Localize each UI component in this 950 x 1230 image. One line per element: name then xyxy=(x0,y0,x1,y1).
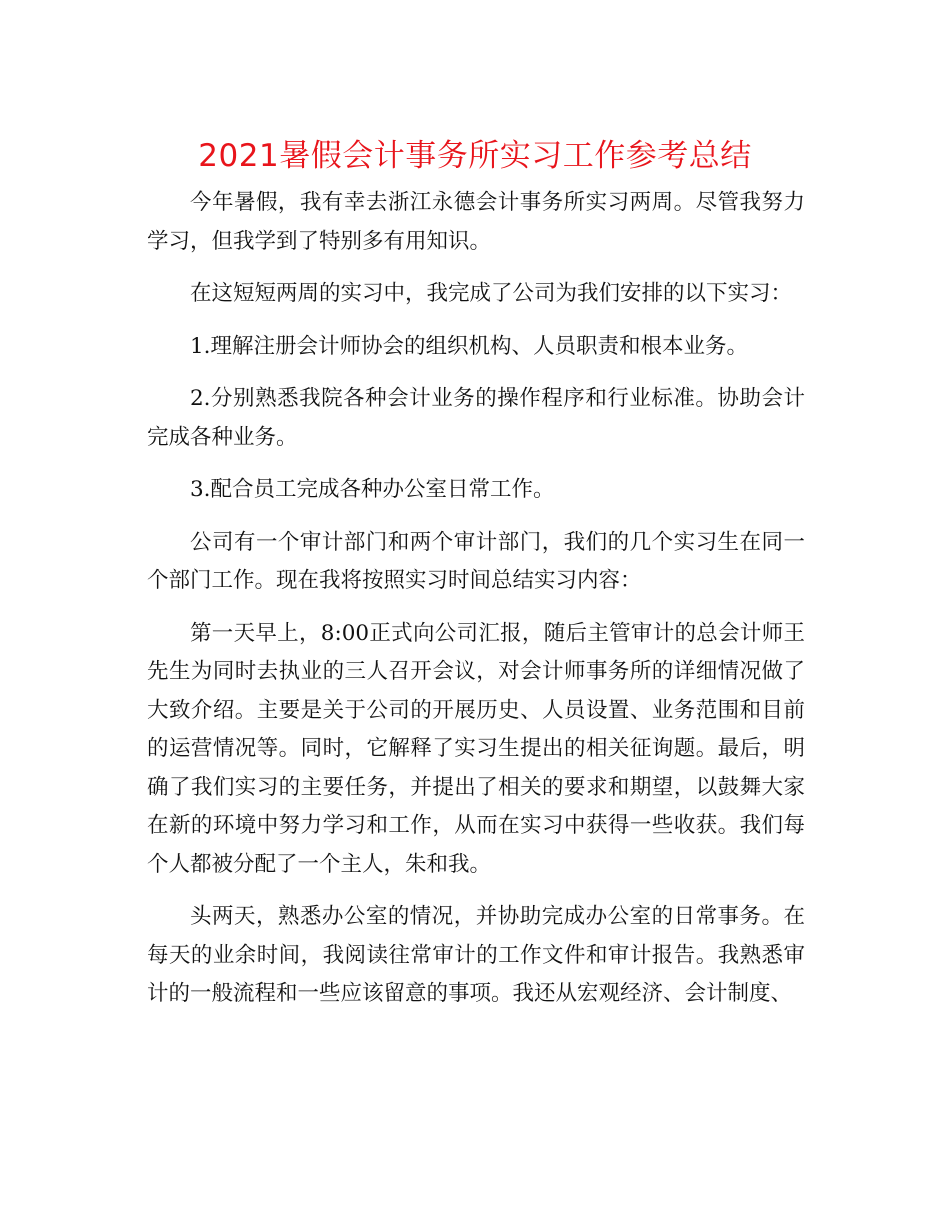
list-item-1: 1.理解注册会计师协会的组织机构、人员职责和根本业务。 xyxy=(190,333,749,359)
document-body xyxy=(147,184,805,1028)
list-item-2: 2.分别熟悉我院各种会计业务的操作程序和行业标准。协助会计完成各种业务。 xyxy=(147,386,805,450)
paragraph-departments: 公司有一个审计部门和两个审计部门，我们的几个实习生在同一个部门工作。现在我将按照实习时间总结实习内容： xyxy=(147,529,805,593)
paragraph-first-two-days: 头两天，熟悉办公室的情况，并协助完成办公室的日常事务。在每天的业余时间，我阅读往常审计的工作文件和审计报告。我熟悉审计的一般流程和一些应该留意的事项。我还从宏观经济、会计制度、 xyxy=(147,904,805,1006)
paragraph-first-day: 第一天早上，8:00正式向公司汇报，随后主管审计的总会计师王先生为同时去执业的三人召开会议，对会计师事务所的详细情况做了大致介绍。主要是关于公司的开展历史、人员设置、业务范围和目前的运营情况等。同时，它解释了实习生提出的相关征询题。最后，明确了我们实习的主要任务，并提出了相关的要求和期望，以鼓舞大家在新的环境中努力学习和工作，从而在实习中获得一些收获。我们每个人都被分配了一个主人，朱和我。 xyxy=(147,620,805,877)
document-title: 2021暑假会计事务所实习工作参考总结 xyxy=(198,138,752,174)
list-item-3: 3.配合员工完成各种办公室日常工作。 xyxy=(190,477,555,502)
paragraph-intro: 今年暑假，我有幸去浙江永德会计事务所实习两周。尽管我努力学习，但我学到了特别多有用知识。 xyxy=(147,190,805,254)
paragraph-tasks-intro: 在这短短两周的实习中，我完成了公司为我们安排的以下实习： xyxy=(190,281,793,306)
